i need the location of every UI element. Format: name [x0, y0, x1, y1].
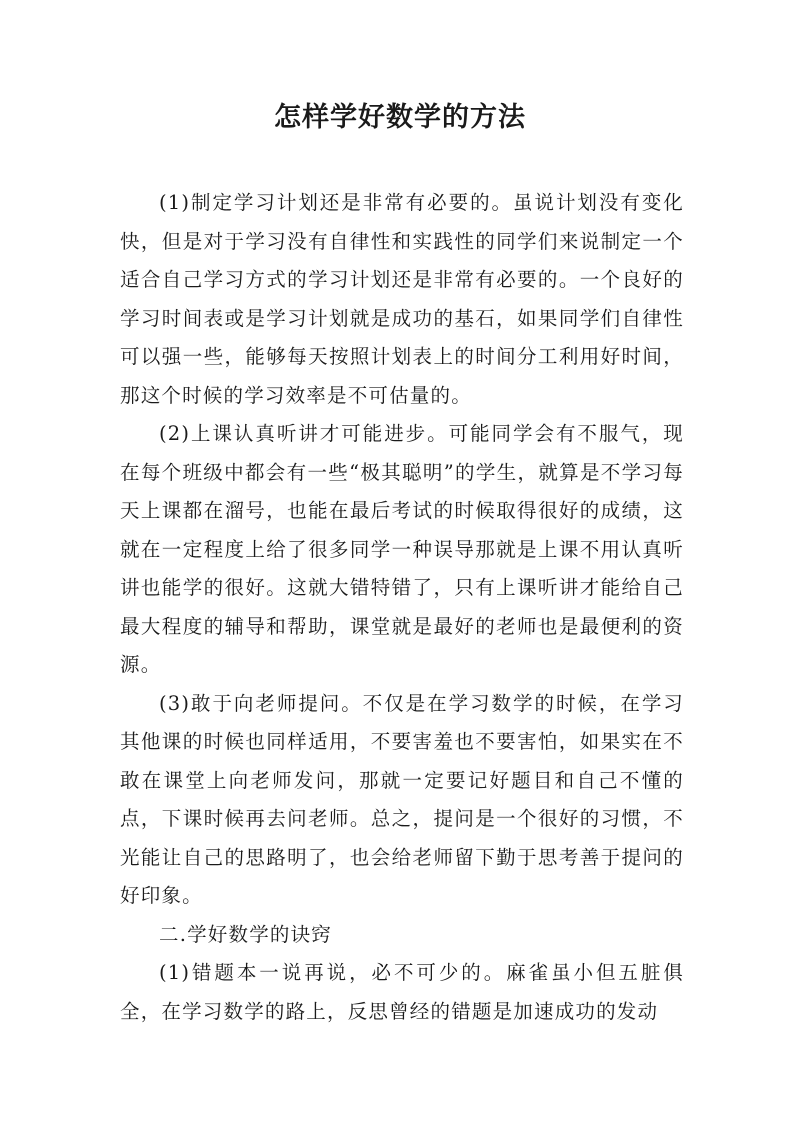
paragraph-ask: (3)敢于向老师提问。不仅是在学习数学的时候，在学习其他课的时候也同样适用，不要害羞也不要害怕，如果实在不敢在课堂上向老师发问，那就一定要记好题目和自己不懂的点，下课时候再去问老师。总之，提问是一个很好的习惯，不光能让自己的思路明了，也会给老师留下勤于思考善于提问的好印象。 [120, 691, 684, 907]
document-title: 怎样学好数学的方法 [274, 102, 526, 133]
paragraph-mistakes: (1)错题本一说再说，必不可少的。麻雀虽小但五脏俱全，在学习数学的路上，反思曾经的错题是加速成功的发动 [120, 961, 684, 1023]
paragraph-plan: (1)制定学习计划还是非常有必要的。虽说计划没有变化快，但是对于学习没有自律性和实践性的同学们来说制定一个适合自己学习方式的学习计划还是非常有必要的。一个良好的学习时间表或是学习计划就是成功的基石，如果同学们自律性可以强一些，能够每天按照计划表上的时间分工利用好时间，那这个时候的学习效率是不可估量的。 [120, 191, 684, 407]
paragraph-listen: (2)上课认真听讲才可能进步。可能同学会有不服气，现在每个班级中都会有一些“极其聪明”的学生，就算是不学习每天上课都在溜号，也能在最后考试的时候取得很好的成绩，这就在一定程度上给了很多同学一种误导那就是上课不用认真听讲也能学的很好。这就大错特错了，只有上课听讲才能给自己最大程度的辅导和帮助，课堂就是最好的老师也是最便利的资源。 [120, 422, 684, 676]
section-heading: 二.学好数学的诀窍 [159, 922, 332, 946]
document-body [120, 184, 684, 1031]
